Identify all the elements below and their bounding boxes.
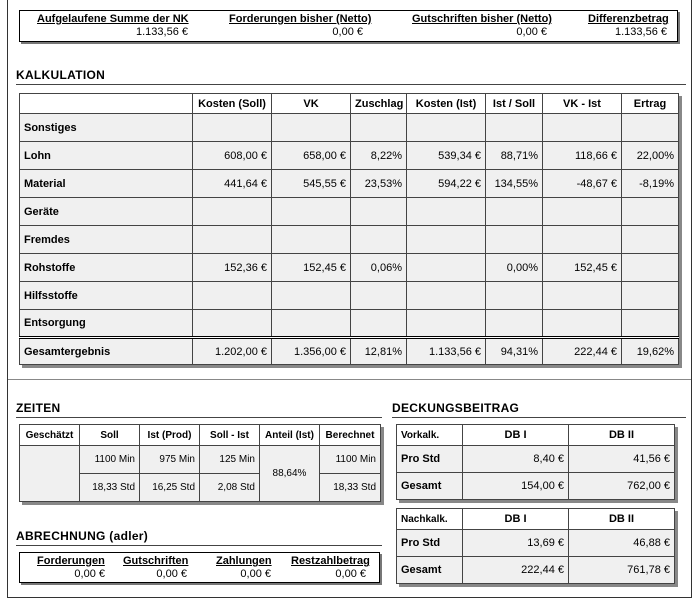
kalkulation-cell: [486, 114, 543, 142]
kalkulation-cell: [351, 310, 407, 338]
kalkulation-total-row: [20, 338, 679, 365]
kalkulation-cell: 539,34 €: [407, 142, 486, 170]
kalkulation-header-ertrag: Ertrag: [622, 94, 679, 114]
nachkalk-header: Nachkalk.: [397, 509, 463, 530]
zeiten-header-berechnet: Berechnet: [320, 425, 381, 446]
kalkulation-header-vk: VK: [272, 94, 351, 114]
vorkalk-db1-pro-std: 8,40 €: [463, 446, 569, 473]
abrechnung-label-gutschriften: Gutschriften: [123, 555, 189, 567]
kalkulation-cell: -48,67 €: [543, 170, 622, 198]
kalkulation-row-label: Entsorgung: [20, 310, 193, 338]
vorkalk-label-gesamt: Gesamt: [397, 473, 463, 500]
kalkulation-cell: [622, 254, 679, 282]
vorkalk-header-row: [397, 425, 675, 446]
zeiten-title: ZEITEN: [16, 401, 61, 415]
kalkulation-cell: [351, 226, 407, 254]
kalkulation-cell: [486, 282, 543, 310]
kalkulation-cell: [407, 254, 486, 282]
kalkulation-cell: 441,64 €: [193, 170, 272, 198]
kalkulation-row-label: Rohstoffe: [20, 254, 193, 282]
zeiten-table: [19, 424, 381, 502]
kalkulation-cell: [272, 282, 351, 310]
kalkulation-header-kosten-ist: Kosten (Ist): [407, 94, 486, 114]
kalkulation-header-ist-soll: Ist / Soll: [486, 94, 543, 114]
zeiten-header-soll-ist: Soll - Ist: [200, 425, 260, 446]
kalkulation-cell: [543, 226, 622, 254]
nachkalk-row-gesamt: [397, 557, 675, 584]
abrechnung-box: [19, 552, 380, 583]
kalkulation-cell: 152,36 €: [193, 254, 272, 282]
kalkulation-row-label: Fremdes: [20, 226, 193, 254]
vorkalk-header-db1: DB I: [463, 425, 569, 446]
kalkulation-cell: [622, 282, 679, 310]
zeiten-diff-std: 2,08 Std: [200, 474, 260, 502]
abrechnung-label-forderungen: Forderungen: [37, 555, 105, 567]
vorkalk-db2-gesamt: 762,00 €: [569, 473, 675, 500]
kalkulation-cell: 118,66 €: [543, 142, 622, 170]
kalkulation-cell: [486, 226, 543, 254]
kalkulation-row: [20, 198, 679, 226]
kalkulation-cell: [543, 114, 622, 142]
kalkulation-cell: [622, 226, 679, 254]
nachkalk-header-row: [397, 509, 675, 530]
kalkulation-cell: 545,55 €: [272, 170, 351, 198]
nachkalk-db2-gesamt: 761,78 €: [569, 557, 675, 584]
zeiten-header-geschaetzt: Geschätzt: [20, 425, 80, 446]
nachkalk-db1-gesamt: 222,44 €: [463, 557, 569, 584]
kalkulation-row-label: Sonstiges: [20, 114, 193, 142]
kalkulation-total-cell: 1.202,00 €: [193, 338, 272, 365]
kalkulation-cell: [622, 198, 679, 226]
vorkalk-table: [396, 424, 675, 500]
nachkalk-label-gesamt: Gesamt: [397, 557, 463, 584]
kalkulation-cell: [407, 310, 486, 338]
kalkulation-table: [19, 93, 679, 365]
abrechnung-label-zahlungen: Zahlungen: [216, 555, 272, 567]
kalkulation-cell: [351, 282, 407, 310]
summary-value-nk: 1.133,56 €: [136, 26, 188, 38]
zeiten-soll-min: 1100 Min: [80, 446, 140, 474]
kalkulation-row: [20, 170, 679, 198]
kalkulation-total-cell: 12,81%: [351, 338, 407, 365]
kalkulation-row-label: Geräte: [20, 198, 193, 226]
kalkulation-cell: [272, 198, 351, 226]
kalkulation-cell: [543, 282, 622, 310]
summary-label-differenz: Differenzbetrag: [588, 13, 669, 25]
kalkulation-row-label: Hilfsstoffe: [20, 282, 193, 310]
kalkulation-total-cell: 1.133,56 €: [407, 338, 486, 365]
abrechnung-value-zahlungen: 0,00 €: [240, 568, 271, 580]
kalkulation-cell: -8,19%: [622, 170, 679, 198]
zeiten-header-soll: Soll: [80, 425, 140, 446]
kalkulation-cell: 134,55%: [486, 170, 543, 198]
kalkulation-cell: 23,53%: [351, 170, 407, 198]
vorkalk-row-pro-std: [397, 446, 675, 473]
summary-value-forderungen: 0,00 €: [332, 26, 363, 38]
nachkalk-table: [396, 508, 675, 584]
kalkulation-row: [20, 310, 679, 338]
kalkulation-cell: 8,22%: [351, 142, 407, 170]
zeiten-berechnet-std: 18,33 Std: [320, 474, 381, 502]
kalkulation-cell: 22,00%: [622, 142, 679, 170]
kalkulation-total-cell: 222,44 €: [543, 338, 622, 365]
kalkulation-header-vk-ist: VK - Ist: [543, 94, 622, 114]
deckungsbeitrag-rule: [392, 417, 686, 418]
kalkulation-cell: [193, 198, 272, 226]
kalkulation-cell: 88,71%: [486, 142, 543, 170]
kalkulation-cell: [486, 310, 543, 338]
nachkalk-label-pro-std: Pro Std: [397, 530, 463, 557]
kalkulation-total-cell: 94,31%: [486, 338, 543, 365]
kalkulation-cell: [543, 198, 622, 226]
kalkulation-cell: 152,45 €: [272, 254, 351, 282]
kalkulation-cell: [622, 310, 679, 338]
summary-label-nk: Aufgelaufene Summe der NK: [37, 13, 189, 25]
kalkulation-cell: 608,00 €: [193, 142, 272, 170]
kalkulation-cell: [272, 226, 351, 254]
nachkalk-header-db1: DB I: [463, 509, 569, 530]
kalkulation-row: [20, 254, 679, 282]
vorkalk-header: Vorkalk.: [397, 425, 463, 446]
deckungsbeitrag-title: DECKUNGSBEITRAG: [392, 401, 520, 415]
kalkulation-cell: [486, 198, 543, 226]
kalkulation-cell: [193, 114, 272, 142]
kalkulation-row: [20, 226, 679, 254]
abrechnung-value-forderungen: 0,00 €: [74, 568, 105, 580]
vorkalk-row-gesamt: [397, 473, 675, 500]
kalkulation-title: KALKULATION: [16, 68, 106, 82]
kalkulation-cell: [272, 310, 351, 338]
zeiten-min-row: [20, 446, 381, 474]
kalkulation-cell: [407, 226, 486, 254]
kalkulation-header-row: [20, 94, 679, 114]
kalkulation-row-label: Lohn: [20, 142, 193, 170]
vorkalk-header-db2: DB II: [569, 425, 675, 446]
kalkulation-cell: [407, 198, 486, 226]
kalkulation-cell: [193, 282, 272, 310]
summary-value-differenz: 1.133,56 €: [615, 26, 667, 38]
summary-label-forderungen: Forderungen bisher (Netto): [229, 13, 372, 25]
kalkulation-row: [20, 142, 679, 170]
vorkalk-label-pro-std: Pro Std: [397, 446, 463, 473]
section-divider: [8, 379, 691, 380]
kalkulation-header-zuschlag: Zuschlag: [351, 94, 407, 114]
vorkalk-db2-pro-std: 41,56 €: [569, 446, 675, 473]
kalkulation-cell: [272, 114, 351, 142]
kalkulation-header-kosten-soll: Kosten (Soll): [193, 94, 272, 114]
nachkalk-db1-pro-std: 13,69 €: [463, 530, 569, 557]
vorkalk-db1-gesamt: 154,00 €: [463, 473, 569, 500]
kalkulation-cell: 0,00%: [486, 254, 543, 282]
kalkulation-cell: [407, 282, 486, 310]
abrechnung-value-gutschriften: 0,00 €: [156, 568, 187, 580]
zeiten-ist-min: 975 Min: [140, 446, 200, 474]
kalkulation-cell: 658,00 €: [272, 142, 351, 170]
zeiten-anteil-value: 88,64%: [260, 446, 320, 502]
zeiten-header-anteil: Anteil (Ist): [260, 425, 320, 446]
kalkulation-total-cell: 19,62%: [622, 338, 679, 365]
abrechnung-value-restzahlbetrag: 0,00 €: [335, 568, 366, 580]
kalkulation-header-empty: [20, 94, 193, 114]
kalkulation-cell: [622, 114, 679, 142]
summary-box: [19, 10, 678, 42]
kalkulation-cell: [407, 114, 486, 142]
kalkulation-cell: [543, 310, 622, 338]
kalkulation-row: [20, 114, 679, 142]
kalkulation-rule: [16, 84, 686, 85]
zeiten-header-row: [20, 425, 381, 446]
zeiten-soll-std: 18,33 Std: [80, 474, 140, 502]
kalkulation-cell: [351, 198, 407, 226]
zeiten-ist-std: 16,25 Std: [140, 474, 200, 502]
abrechnung-label-restzahlbetrag: Restzahlbetrag: [291, 555, 370, 567]
nachkalk-row-pro-std: [397, 530, 675, 557]
kalkulation-row-label: Material: [20, 170, 193, 198]
zeiten-berechnet-min: 1100 Min: [320, 446, 381, 474]
nachkalk-header-db2: DB II: [569, 509, 675, 530]
kalkulation-total-label: Gesamtergebnis: [20, 338, 193, 365]
kalkulation-row: [20, 282, 679, 310]
zeiten-header-ist: Ist (Prod): [140, 425, 200, 446]
zeiten-geschaetzt-cell: [20, 446, 80, 502]
abrechnung-rule: [16, 545, 382, 546]
kalkulation-cell: [351, 114, 407, 142]
kalkulation-cell: 0,06%: [351, 254, 407, 282]
kalkulation-cell: 152,45 €: [543, 254, 622, 282]
kalkulation-cell: [193, 310, 272, 338]
summary-value-gutschriften: 0,00 €: [516, 26, 547, 38]
abrechnung-title: ABRECHNUNG (adler): [16, 529, 149, 543]
zeiten-diff-min: 125 Min: [200, 446, 260, 474]
zeiten-rule: [16, 417, 382, 418]
kalkulation-cell: [193, 226, 272, 254]
kalkulation-total-cell: 1.356,00 €: [272, 338, 351, 365]
nachkalk-db2-pro-std: 46,88 €: [569, 530, 675, 557]
summary-label-gutschriften: Gutschriften bisher (Netto): [412, 13, 552, 25]
kalkulation-cell: 594,22 €: [407, 170, 486, 198]
